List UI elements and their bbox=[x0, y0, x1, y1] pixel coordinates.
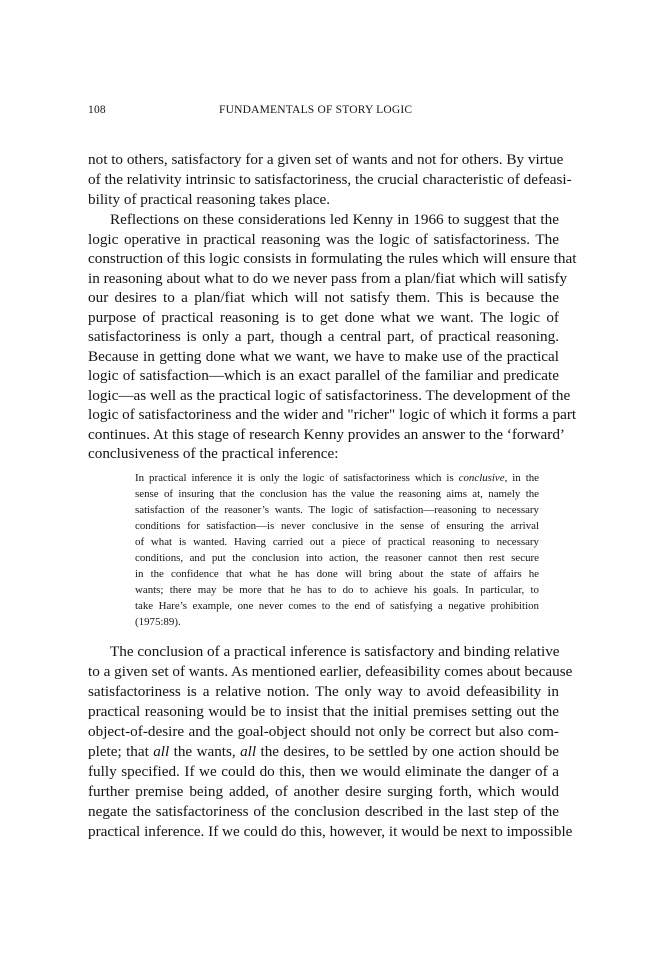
text-line: not to others, satisfactory for a given set of wants and not for others. By virtue bbox=[88, 151, 564, 168]
text-line: in reasoning about what to do we never pass from a plan/fiat which will satisfy bbox=[88, 270, 568, 287]
text-line: Reflections on these considerations led Kenny in 1966 to suggest that the bbox=[110, 211, 559, 228]
text-segment: plete; that bbox=[88, 743, 154, 760]
emphasis: all bbox=[240, 743, 257, 760]
quote-text: In practical inference it is only the logic of satisfactoriness which is bbox=[135, 472, 459, 484]
text-line: logic operative in practical reasoning was the logic of satisfactoriness. The bbox=[88, 231, 559, 248]
quote-emphasis: conclusive bbox=[458, 472, 505, 484]
text-line: bility of practical reasoning takes place. bbox=[88, 191, 331, 208]
text-line: to a given set of wants. As mentioned earlier, defeasibility comes about because bbox=[88, 663, 573, 680]
running-title: FUNDAMENTALS OF STORY LOGIC bbox=[219, 104, 413, 116]
emphasis: all bbox=[153, 743, 170, 760]
text-line: practical reasoning would be to insist that the initial premises setting out the bbox=[88, 703, 559, 720]
page-number: 108 bbox=[88, 104, 106, 116]
text-line: logic—as well as the practical logic of satisfactoriness. The development of the bbox=[88, 387, 571, 404]
quote-line: of what is wanted. Having carried out a piece of practical reasoning to necessary bbox=[135, 536, 539, 548]
quote-line: satisfaction of the reasoner’s wants. The logic of satisfaction—reasoning to necessary bbox=[135, 504, 539, 516]
quote-line: take Hare’s example, one never comes to the end of satisfying a negative prohibition bbox=[135, 600, 539, 612]
text-line: logic of satisfactoriness and the wider and "richer" logic of which it forms a part bbox=[88, 406, 577, 423]
quote-line: wants; there may be more that he has to do to achieve his goals. In particular, to bbox=[135, 584, 539, 596]
quote-line bbox=[135, 473, 539, 484]
text-line: negate the satisfactoriness of the conclusion described in the last step of the bbox=[88, 803, 559, 820]
text-line: practical inference. If we could do this, however, it would be next to impossible bbox=[88, 823, 573, 840]
text-line: The conclusion of a practical inference is satisfactory and binding relative bbox=[110, 643, 560, 660]
quote-line: conditions, and put the conclusion into action, the reasoner cannot then rest secure bbox=[135, 552, 539, 564]
text-segment: the desires, to be settled by one action should be bbox=[256, 743, 559, 760]
text-line: satisfactoriness is a relative notion. The only way to avoid defeasibility in bbox=[88, 683, 559, 700]
text-line: satisfactoriness is only a part, though a central part, of practical reasoning. bbox=[88, 328, 559, 345]
text-segment: the wants, bbox=[169, 743, 241, 760]
quote-text: , in the bbox=[504, 472, 539, 484]
text-line: logic of satisfaction—which is an exact parallel of the familiar and predicate bbox=[88, 367, 559, 384]
text-line: Because in getting done what we want, we have to make use of the practical bbox=[88, 348, 559, 365]
text-line: our desires to a plan/fiat which will not satisfy them. This is because the bbox=[88, 289, 559, 306]
text-line: continues. At this stage of research Kenny provides an answer to the ‘forward’ bbox=[88, 426, 565, 443]
quote-line: conditions for satisfaction—is never conclusive in the sense of ensuring the arrival bbox=[135, 520, 539, 532]
text-line: construction of this logic consists in formulating the rules which will ensure that bbox=[88, 250, 577, 267]
text-line: object-of-desire and the goal-object should not only be correct but also com- bbox=[88, 723, 559, 740]
quote-line: (1975:89). bbox=[135, 616, 181, 628]
quote-line: sense of insuring that the conclusion has the value the reasoning aims at, namely the bbox=[135, 488, 539, 500]
text-line: fully specified. If we could do this, then we would eliminate the danger of a bbox=[88, 763, 559, 780]
running-header bbox=[88, 104, 562, 122]
text-line: of the relativity intrinsic to satisfactoriness, the crucial characteristic of defeasi- bbox=[88, 171, 572, 188]
text-line: conclusiveness of the practical inference: bbox=[88, 445, 339, 462]
quote-line: in the confidence that what he has done will bring about the state of affairs he bbox=[135, 568, 539, 580]
text-line bbox=[88, 744, 559, 759]
text-line: purpose of practical reasoning is to get done what we want. The logic of bbox=[88, 309, 559, 326]
text-line: further premise being added, of another desire surging forth, which would bbox=[88, 783, 559, 800]
